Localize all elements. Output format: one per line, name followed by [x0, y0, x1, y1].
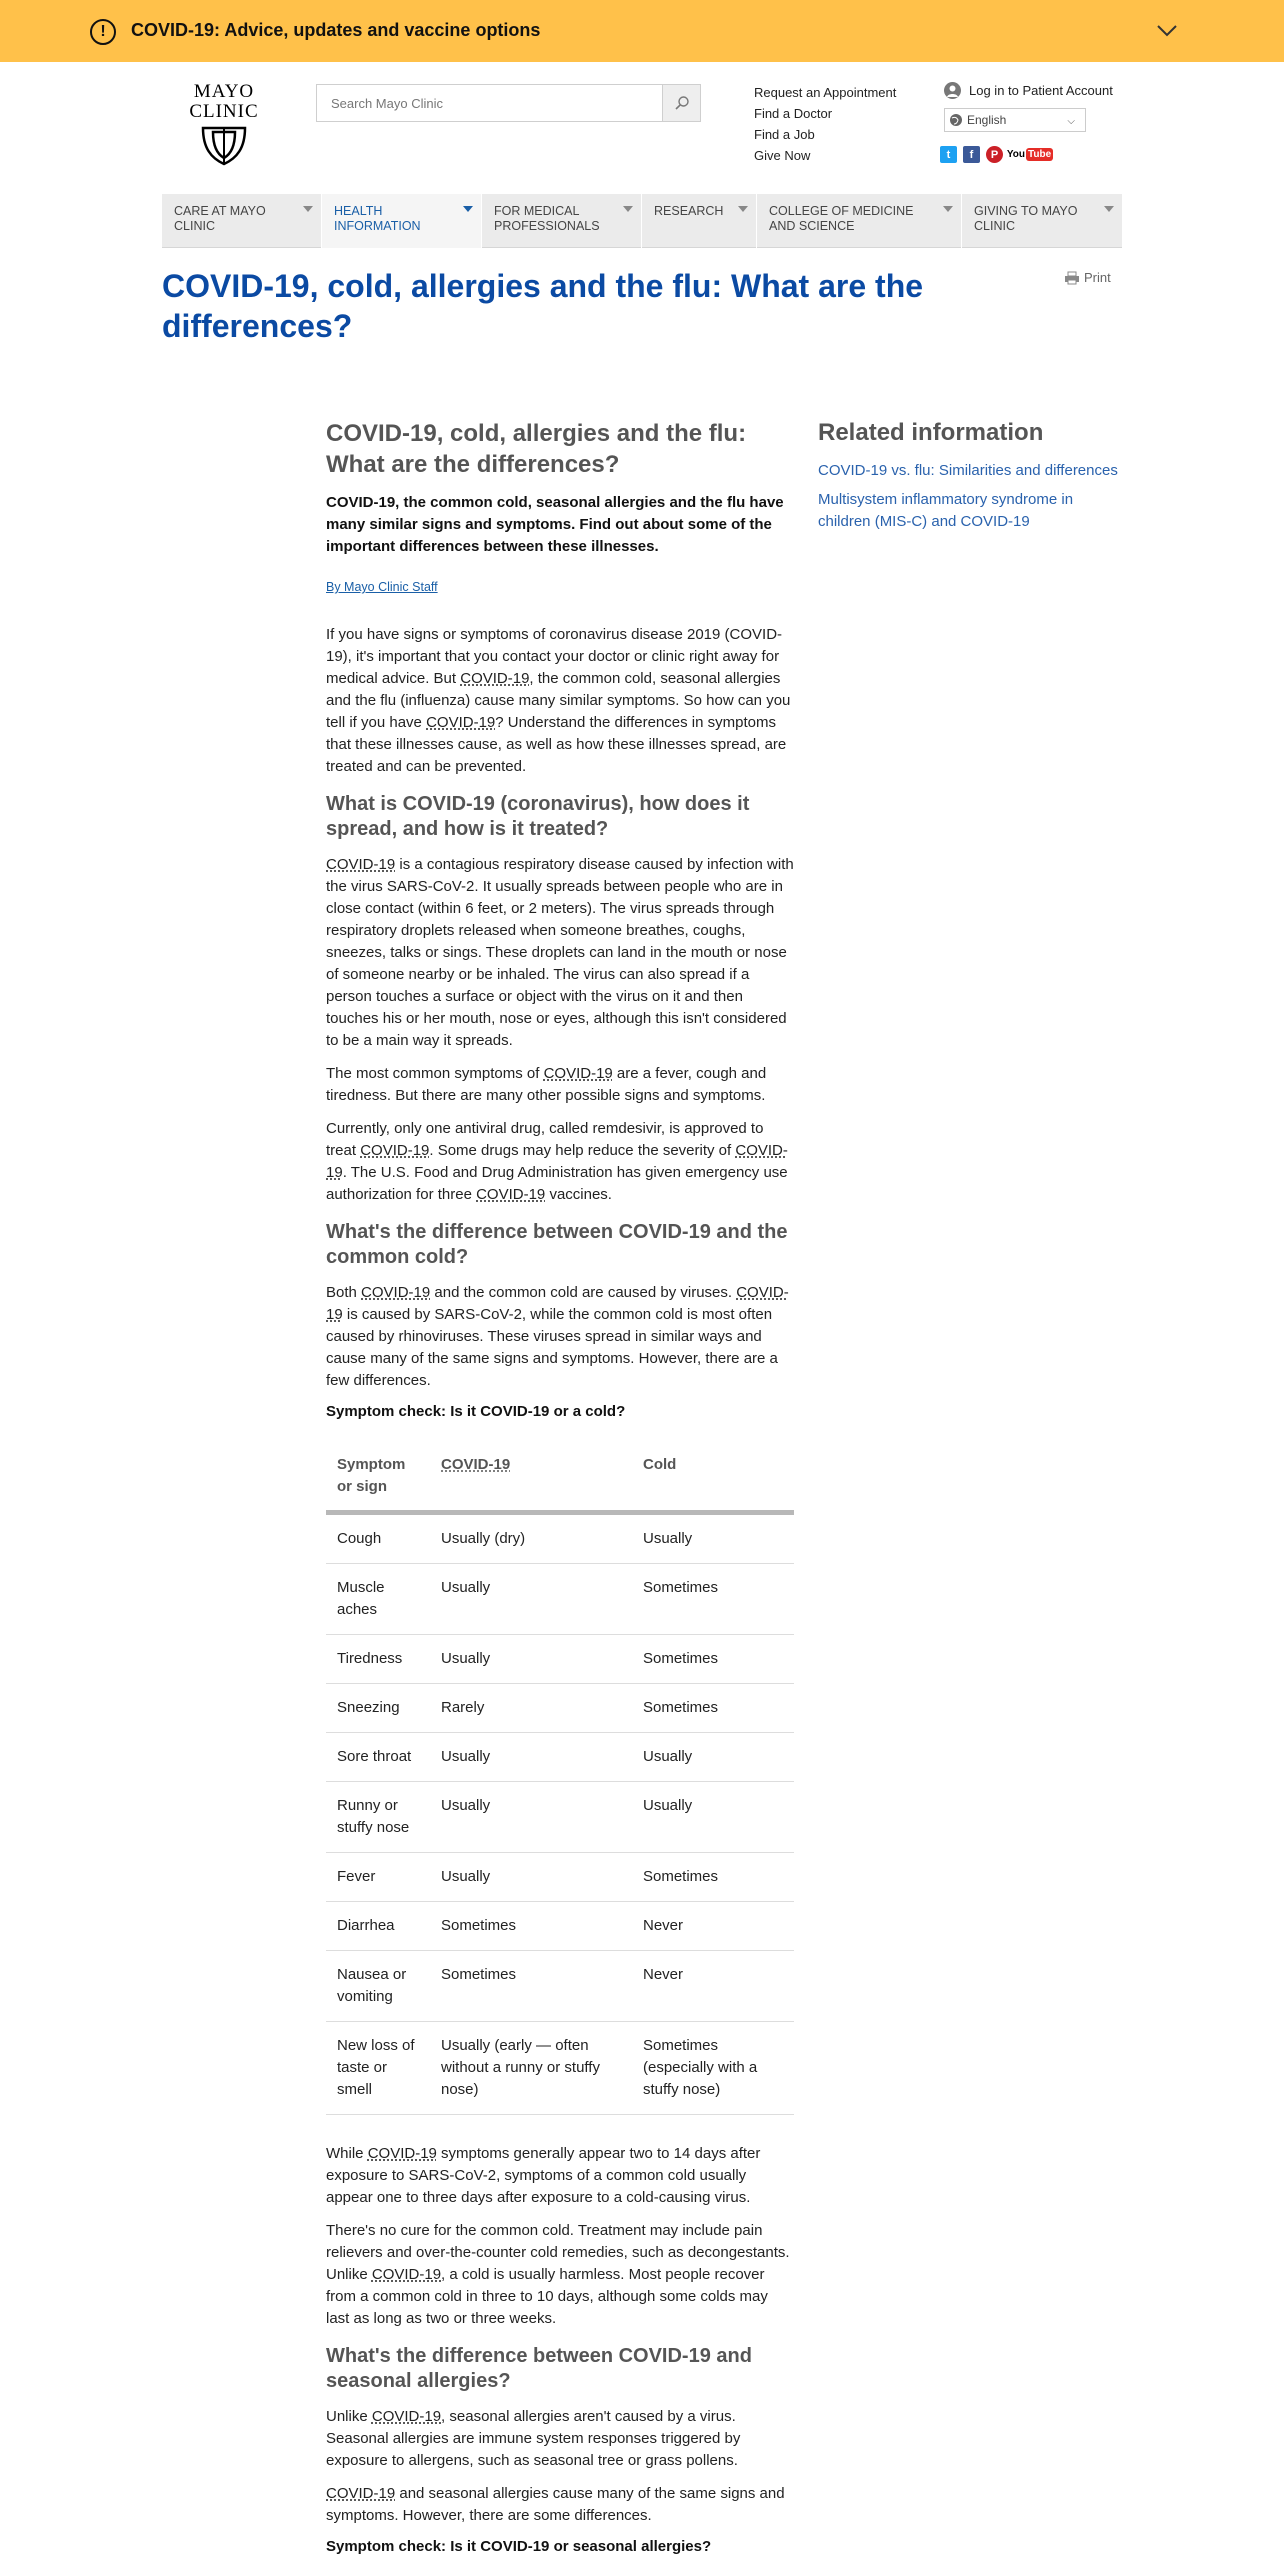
- table-row: Cough Usually (dry) Usually: [326, 1513, 794, 1564]
- facebook-icon[interactable]: f: [963, 146, 980, 163]
- nav-care-at-mayo[interactable]: CARE AT MAYO CLINIC: [162, 194, 322, 248]
- article: [326, 418, 794, 2568]
- globe-icon: [949, 113, 963, 127]
- related-information: [818, 418, 1118, 540]
- find-doctor-link[interactable]: Find a Doctor: [754, 106, 833, 121]
- twitter-icon[interactable]: t: [940, 146, 957, 163]
- column-header: Symptom or sign: [326, 1444, 430, 1513]
- search-box: [316, 84, 701, 122]
- exclamation-circle-icon: !: [90, 19, 116, 45]
- nav-health-information[interactable]: HEALTH INFORMATION: [322, 194, 482, 248]
- social-links: [940, 146, 1051, 163]
- search-input[interactable]: [317, 85, 662, 121]
- paragraph-onset: While COVID-19 symptoms generally appear two to 14 days after exposure to SARS-CoV-2, symptoms of a common cold usually appear one to three days after exposure to a cold-causing virus.: [326, 2145, 761, 2206]
- article-heading: COVID-19, cold, allergies and the flu: What are the differences?: [326, 420, 747, 478]
- print-button[interactable]: Print: [1064, 270, 1111, 285]
- caret-down-icon: [738, 206, 748, 212]
- chevron-down-icon: ⌵: [1067, 116, 1075, 127]
- column-header: Cold: [632, 1444, 794, 1513]
- table-row: Fever Usually Sometimes: [326, 1853, 794, 1902]
- table-row: Nausea or vomiting Sometimes Never: [326, 1951, 794, 2022]
- user-icon: [944, 82, 961, 99]
- byline-link[interactable]: By Mayo Clinic Staff: [326, 580, 438, 594]
- main-nav: [162, 194, 1122, 248]
- table-row: Diarrhea Sometimes Never: [326, 1902, 794, 1951]
- caret-down-icon: [943, 206, 953, 212]
- covid-alert-banner[interactable]: [0, 0, 1284, 62]
- table-row: Sneezing Rarely Sometimes: [326, 1684, 794, 1733]
- search-icon: [674, 95, 690, 111]
- nav-giving[interactable]: GIVING TO MAYO CLINIC: [962, 194, 1122, 248]
- caret-down-icon: [303, 206, 313, 212]
- youtube-icon[interactable]: You Tube: [1009, 146, 1051, 163]
- caret-down-icon: [1104, 206, 1114, 212]
- caret-down-icon: [623, 206, 633, 212]
- table-row: New loss of taste or smell Usually (early — often without a runny or stuffy nose) Sometimes (especially with a stuffy nose): [326, 2022, 794, 2115]
- paragraph-cold-cure: There's no cure for the common cold. Treatment may include pain relievers and over-the-counter cold remedies, such as decongestants. Unlike COVID-19, a cold is usually harmless. Most people recover from a common cold in three to 10 days, although some colds may last as long as two or three weeks.: [326, 2222, 790, 2327]
- table-row: Muscle aches Usually Sometimes: [326, 1564, 794, 1635]
- paragraph-viruses: Both COVID-19 and the common cold are caused by viruses. COVID-19 is caused by SARS-CoV-2, while the common cold is most often caused by rhinoviruses. These viruses spread in similar ways and cause many of the same signs and symptoms. However, there are a few differences.: [326, 1284, 789, 1389]
- paragraph-allergies-symptoms: COVID-19 and seasonal allergies cause many of the same signs and symptoms. However, there are some differences.: [326, 2485, 785, 2524]
- request-appointment-link[interactable]: Request an Appointment: [754, 85, 897, 100]
- mayo-clinic-logo[interactable]: MAYO CLINIC: [182, 82, 266, 170]
- search-button[interactable]: [662, 85, 700, 121]
- related-heading: Related information: [818, 419, 1044, 446]
- symptom-check-allergies-heading: Symptom check: Is it COVID-19 or seasonal allergies?: [326, 2538, 712, 2555]
- find-job-link[interactable]: Find a Job: [754, 127, 815, 142]
- symptom-check-cold-heading: Symptom check: Is it COVID-19 or a cold?: [326, 1403, 626, 1420]
- table-header-row: [326, 1444, 794, 1513]
- paragraph-contagious: COVID-19 is a contagious respiratory disease caused by infection with the virus SARS-CoV-2. It usually spreads between people who are in close contact (within 6 feet, or 2 meters). The virus spreads through respiratory droplets released when someone breathes, coughs, sneezes, talks or sings. These droplets can land in the mouth or nose of someone nearby or be inhaled. The virus can also spread if a person touches a surface or object with the virus on it and then touches his or her mouth, nose or eyes, although this isn't considered to be a main way it spreads.: [326, 856, 794, 1049]
- nav-research[interactable]: RESEARCH: [642, 194, 757, 248]
- printer-icon: [1064, 271, 1080, 285]
- section-heading-allergies: What's the difference between COVID-19 and seasonal allergies?: [326, 2345, 752, 2392]
- paragraph-treatment: Currently, only one antiviral drug, called remdesivir, is approved to treat COVID-19. Some drugs may help reduce the severity of COVID-19. The U.S. Food and Drug Administration has given emergency use authorization for three COVID-19 vaccines.: [326, 1120, 788, 1203]
- intro-paragraph: If you have signs or symptoms of coronavirus disease 2019 (COVID-19), it's important that you contact your doctor or clinic right away for medical advice. But COVID-19, the common cold, seasonal allergies and the flu (influenza) cause many similar symptoms. So how can you tell if you have COVID-19? Understand the differences in symptoms that these illnesses cause, as well as how these illnesses spread, are treated and can be prevented.: [326, 626, 791, 775]
- section-heading-what-is-covid: What is COVID-19 (coronavirus), how does it spread, and how is it treated?: [326, 793, 750, 840]
- related-link-mis-c[interactable]: Multisystem inflammatory syndrome in children (MIS-C) and COVID-19: [818, 491, 1074, 530]
- article-lead: COVID-19, the common cold, seasonal allergies and the flu have many similar signs and symptoms. Find out about some of the important differences between these illnesses.: [326, 494, 784, 555]
- caret-down-icon: [463, 206, 473, 212]
- alert-text: COVID-19: Advice, updates and vaccine options: [131, 20, 541, 40]
- symptom-table: [326, 1444, 794, 2115]
- table-row: Tiredness Usually Sometimes: [326, 1635, 794, 1684]
- language-value: English: [967, 113, 1007, 127]
- table-row: Sore throat Usually Usually: [326, 1733, 794, 1782]
- give-now-link[interactable]: Give Now: [754, 148, 811, 163]
- section-heading-cold: What's the difference between COVID-19 and the common cold?: [326, 1221, 788, 1268]
- table-row: Runny or stuffy nose Usually Usually: [326, 1782, 794, 1853]
- page-title: COVID-19, cold, allergies and the flu: What are the differences?: [162, 268, 924, 344]
- patient-account-login[interactable]: [944, 82, 1113, 99]
- shield-logo-icon: [197, 124, 251, 166]
- paragraph-symptoms: The most common symptoms of COVID-19 are a fever, cough and tiredness. But there are many other possible signs and symptoms.: [326, 1065, 767, 1104]
- pinterest-icon[interactable]: P: [986, 146, 1003, 163]
- login-label: Log in to Patient Account: [969, 83, 1113, 98]
- paragraph-allergies-cause: Unlike COVID-19, seasonal allergies aren't caused by a virus. Seasonal allergies are immune system responses triggered by exposure to allergens, such as seasonal tree or grass pollens.: [326, 2408, 741, 2469]
- nav-medical-professionals[interactable]: FOR MEDICAL PROFESSIONALS: [482, 194, 642, 248]
- column-header: COVID-19: [430, 1444, 632, 1513]
- related-link-covid-vs-flu[interactable]: COVID-19 vs. flu: Similarities and differences: [818, 462, 1118, 479]
- chevron-down-icon[interactable]: [1155, 18, 1179, 42]
- nav-college-medicine[interactable]: COLLEGE OF MEDICINE AND SCIENCE: [757, 194, 962, 248]
- utility-links: [754, 82, 896, 166]
- language-select[interactable]: [944, 108, 1086, 132]
